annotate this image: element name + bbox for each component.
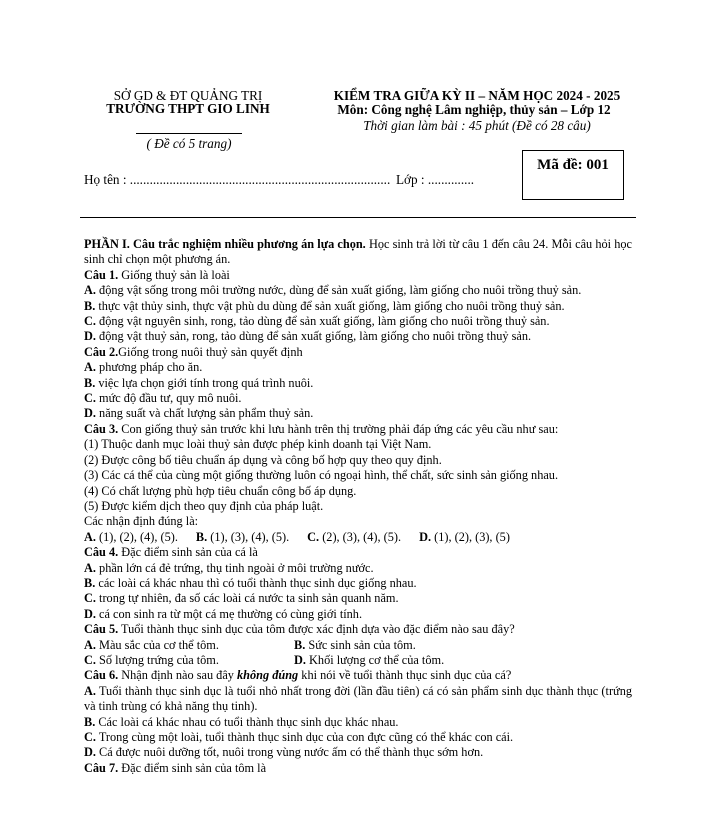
q5-options-ab	[84, 638, 632, 653]
q4-option-b: B. các loài cá khác nhau thì có tuổi thành thục sinh dục giống nhau.	[84, 575, 417, 590]
q6-option-a: A. Tuổi thành thục sinh dục là tuổi nhỏ nhất trong đời (lần đầu tiên) cá có sản phẩm sinh dục thành thục (trứng và tinh trùng có khả năng thụ tinh).	[84, 683, 632, 714]
q5-options-cd	[84, 653, 632, 668]
q1-option-a: A. động vật sống trong môi trường nước, dùng để sản xuất giống, làm giống cho nuôi trồng thuỷ sản.	[84, 283, 582, 298]
exam-code-box	[522, 150, 624, 200]
question-6: Câu 6. Nhận định nào sau đây không đúng khi nói về tuổi thành thục sinh dục của cá?	[84, 668, 512, 683]
header-separator	[80, 217, 636, 218]
time-note: Thời gian làm bài : 45 phút (Đề có 28 câu)	[363, 118, 591, 133]
q3-option-a: A. (1), (2), (4), (5).	[84, 529, 178, 544]
q3-statement-4: (4) Có chất lượng phù hợp tiêu chuẩn công bố áp dụng.	[84, 483, 357, 498]
q6-option-b: B. Các loài cá khác nhau có tuổi thành thục sinh dục khác nhau.	[84, 714, 399, 729]
q4-option-d: D. cá con sinh ra từ một cá mẹ thường có cùng giới tính.	[84, 606, 363, 621]
exam-title: KIỂM TRA GIỮA KỲ II – NĂM HỌC 2024 - 2025	[333, 88, 621, 103]
q1-option-c: C. động vật nguyên sinh, rong, tảo dùng để sản xuất giống, làm giống cho nuôi trồng thuỷ sản.	[84, 314, 550, 329]
school-name: TRƯỜNG THPT GIO LINH	[106, 101, 270, 116]
question-2: Câu 2.Giống trong nuôi thuỷ sản quyết định	[84, 344, 303, 359]
q2-option-d: D. năng suất và chất lượng sản phẩm thuỷ sản.	[84, 406, 314, 421]
header-divider	[136, 133, 242, 134]
q1-option-b: B. thực vật thủy sinh, thực vật phù du dùng để sản xuất giống, làm giống cho nuôi trồng thuỷ sản.	[84, 298, 565, 313]
question-3: Câu 3. Con giống thuỷ sản trước khi lưu hành trên thị trường phải đáp ứng các yêu cầu như sau:	[84, 421, 559, 436]
q3-option-c: C. (2), (3), (4), (5).	[307, 529, 402, 544]
exam-code: Mã đề: 001	[537, 157, 609, 173]
q4-option-a: A. phần lớn cá đẻ trứng, thụ tinh ngoài ở môi trường nước.	[84, 560, 374, 575]
q3-statement-1: (1) Thuộc danh mục loài thuỷ sản được phép kinh doanh tại Việt Nam.	[84, 437, 432, 452]
q3-statement-3: (3) Các cá thể của cùng một giống thường luôn có ngoại hình, thể chất, sức sinh sản giống nhau.	[84, 468, 559, 483]
q3-statement-5: (5) Được kiểm dịch theo quy định của pháp luật.	[84, 498, 324, 513]
q2-option-b: B. việc lựa chọn giới tính trong quá trình nuôi.	[84, 375, 314, 390]
q5-option-c: C. Số lượng trứng của tôm.	[84, 652, 219, 667]
question-1: Câu 1. Giống thuỷ sản là loài	[84, 267, 230, 282]
subject-title: Môn: Công nghệ Lâm nghiệp, thủy sản – Lớp 12	[337, 102, 611, 117]
question-4: Câu 4. Đặc điểm sinh sản của cá là	[84, 545, 258, 560]
q6-option-c: C. Trong cùng một loài, tuổi thành thục sinh dục của con đực cũng có thể khác con cái.	[84, 730, 514, 744]
q3-prompt: Các nhận định đúng là:	[84, 514, 199, 529]
q4-option-c: C. trong tự nhiên, đa số các loài cá nước ta sinh sản quanh năm.	[84, 591, 399, 606]
q3-option-b: B. (1), (3), (4), (5).	[195, 529, 290, 544]
q3-statement-2: (2) Được công bố tiêu chuẩn áp dụng và công bố hợp quy theo quy định.	[84, 452, 442, 467]
q5-option-d: D. Khối lượng cơ thể của tôm.	[294, 652, 445, 667]
question-5: Câu 5. Tuổi thành thục sinh dục của tôm được xác định dựa vào đặc điểm nào sau đây?	[84, 622, 515, 637]
q3-option-d: D. (1), (2), (3), (5)	[419, 529, 510, 544]
q2-option-a: A. phương pháp cho ăn.	[84, 360, 203, 375]
exam-body	[84, 237, 632, 776]
q5-option-a: A. Màu sắc của cơ thể tôm.	[84, 637, 219, 652]
part-heading: PHẦN I. Câu trắc nghiệm nhiều phương án lựa chọn. Học sinh trả lời từ câu 1 đến câu 24. Mỗi câu hỏi học sinh chỉ chọn một phương án.	[84, 237, 632, 267]
pages-note: ( Đề có 5 trang)	[146, 136, 232, 151]
question-7: Câu 7. Đặc điểm sinh sản của tôm là	[84, 760, 267, 775]
q2-option-c: C. mức độ đầu tư, quy mô nuôi.	[84, 391, 242, 406]
q3-options	[84, 530, 632, 545]
class-field: Lớp : ..............	[396, 172, 475, 187]
q1-option-d: D. động vật thuỷ sản, rong, tảo dùng để sản xuất giống, làm giống cho nuôi trồng thuỷ sản.	[84, 329, 532, 344]
q5-option-b: B. Sức sinh sản của tôm.	[294, 637, 416, 652]
q6-option-d: D. Cá được nuôi dưỡng tốt, nuôi trong vùng nước ấm có thể thành thục sớm hơn.	[84, 745, 484, 760]
student-name-field: Họ tên : ...............................................................................	[84, 172, 391, 187]
department-name: SỞ GD & ĐT QUẢNG TRỊ	[113, 88, 263, 103]
